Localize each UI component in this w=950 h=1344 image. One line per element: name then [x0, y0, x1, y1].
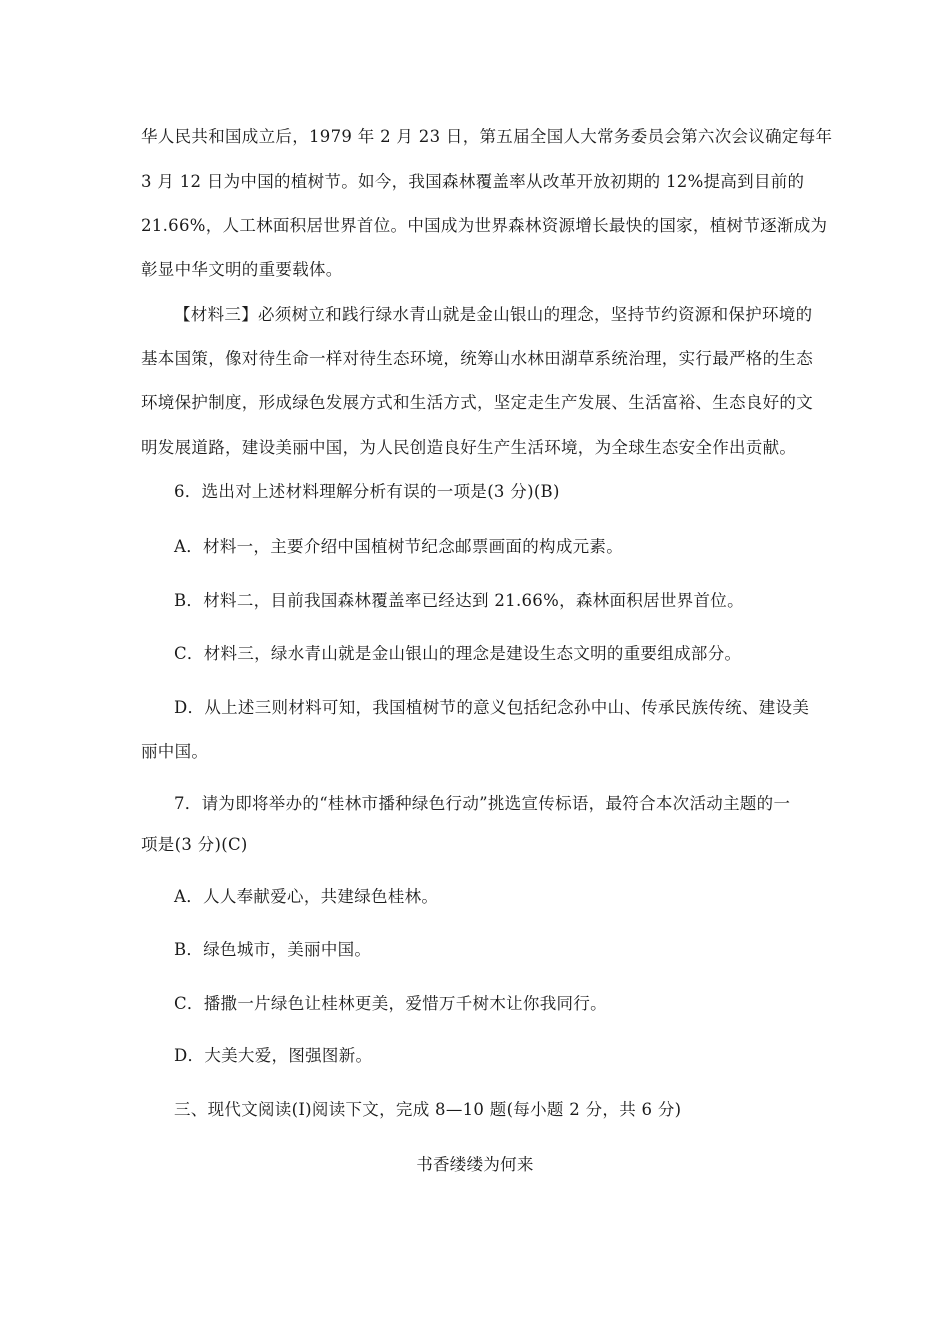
- paragraph-line: 环境保护制度，形成绿色发展方式和生活方式，坚定走生产发展、生活富裕、生态良好的文: [141, 393, 813, 412]
- paragraph-line: 3 月 12 日为中国的植树节。如今，我国森林覆盖率从改革开放初期的 12%提高到目前的: [141, 172, 805, 191]
- option-d-continuation: 丽中国。: [141, 742, 209, 761]
- paragraph-line: 彰显中华文明的重要载体。: [141, 260, 343, 279]
- option-b: B．材料二，目前我国森林覆盖率已经达到 21.66%，森林面积居世界首位。: [174, 591, 744, 610]
- article-title: 书香缕缕为何来: [416, 1155, 534, 1174]
- paragraph-line: 华人民共和国成立后，1979 年 2 月 23 日，第五届全国人大常务委员会第六次会议确定每年: [141, 127, 833, 146]
- option-c: C．播撒一片绿色让桂林更美，爱惜万千树木让你我同行。: [174, 994, 607, 1013]
- section-heading: 三、现代文阅读(Ⅰ)阅读下文，完成 8—10 题(每小题 2 分，共 6 分): [174, 1100, 682, 1119]
- paragraph-line: 明发展道路，建设美丽中国，为人民创造良好生产生活环境，为全球生态安全作出贡献。: [141, 438, 797, 457]
- option-a: A．材料一，主要介绍中国植树节纪念邮票画面的构成元素。: [174, 537, 624, 556]
- question-stem-continuation: 项是(3 分)(C): [141, 835, 248, 854]
- question-stem: 7．请为即将举办的“桂林市播种绿色行动”挑选宣传标语，最符合本次活动主题的一: [174, 794, 791, 813]
- option-d: D．从上述三则材料可知，我国植树节的意义包括纪念孙中山、传承民族传统、建设美: [174, 698, 810, 717]
- paragraph-line: 21.66%，人工林面积居世界首位。中国成为世界森林资源增长最快的国家，植树节逐渐成为: [141, 216, 828, 235]
- question-stem: 6．选出对上述材料理解分析有误的一项是(3 分)(B): [174, 482, 560, 501]
- option-a: A．人人奉献爱心，共建绿色桂林。: [174, 887, 439, 906]
- option-d: D．大美大爱，图强图新。: [174, 1046, 373, 1065]
- paragraph-line: 基本国策，像对待生命一样对待生态环境，统筹山水林田湖草系统治理，实行最严格的生态: [141, 349, 813, 368]
- paragraph-line: 【材料三】必须树立和践行绿水青山就是金山银山的理念，坚持节约资源和保护环境的: [174, 305, 813, 324]
- option-c: C．材料三，绿水青山就是金山银山的理念是建设生态文明的重要组成部分。: [174, 644, 742, 663]
- option-b: B．绿色城市，美丽中国。: [174, 940, 372, 959]
